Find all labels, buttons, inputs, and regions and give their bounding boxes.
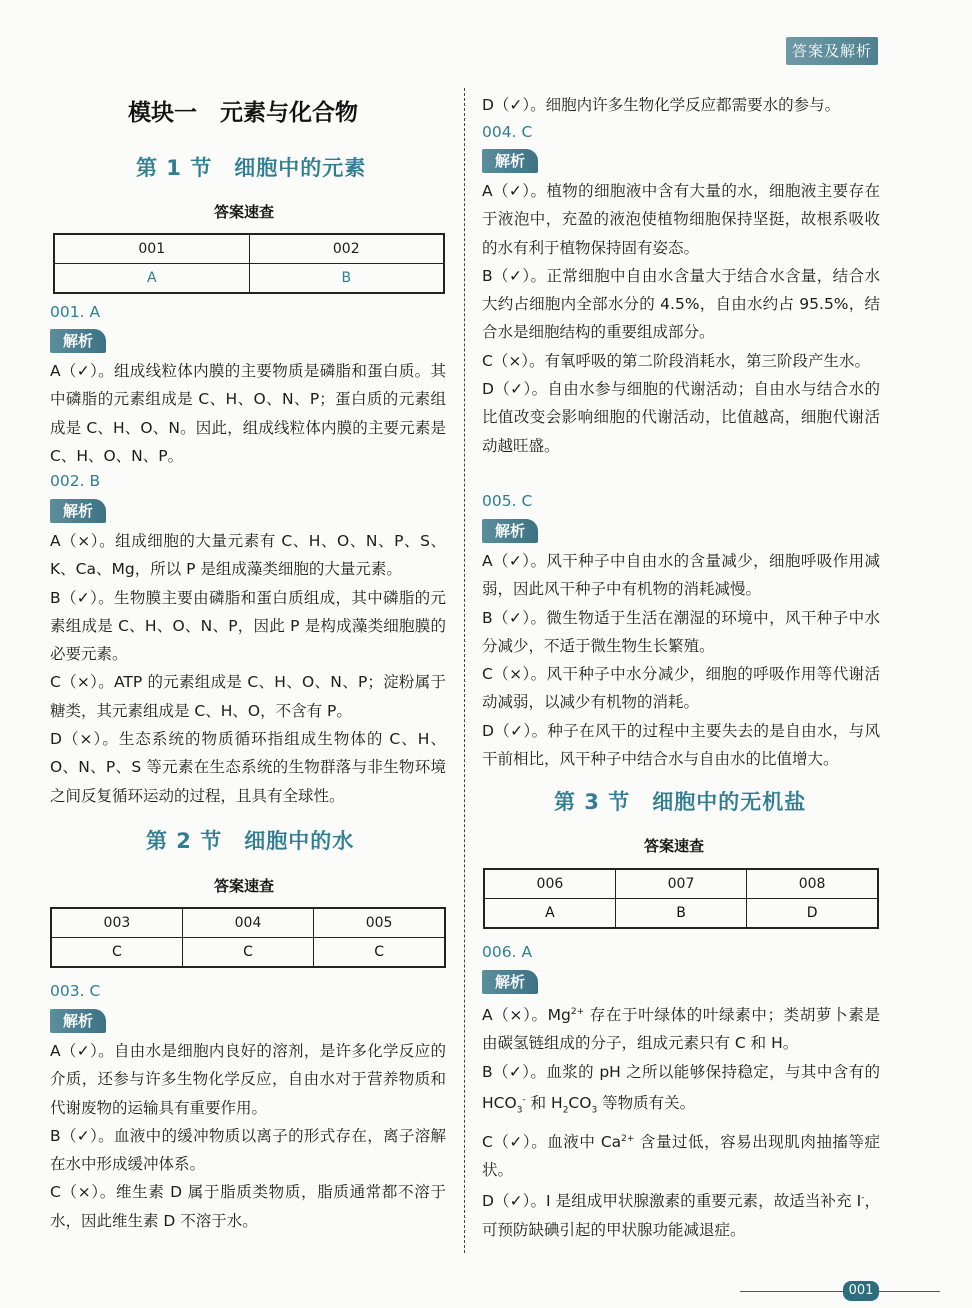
- table-value-cell: C: [314, 938, 445, 968]
- analysis-paragraph: [482, 1058, 880, 1125]
- module-title: 模块一 元素与化合物: [128, 99, 358, 126]
- table-value-row: [51, 938, 445, 968]
- analysis-paragraph: A（×）。组成细胞的大量元素有 C、H、O、N、P、S、K、Ca、Mg，所以 P 是组成藻类细胞的大量元素。: [50, 532, 446, 579]
- analysis-badge: 解析: [482, 970, 538, 994]
- analysis-paragraph: D（✓）。自由水参与细胞的代谢活动；自由水与结合水的比值改变会影响细胞的代谢活动，比值越高，细胞代谢活动越旺盛。: [482, 380, 880, 455]
- analysis-paragraph: C（×）。维生素 D 属于脂质类物质，脂质通常都不溶于水，因此维生素 D 不溶于水。: [50, 1183, 446, 1230]
- table-header-row: [51, 908, 445, 938]
- text-run: 存在于叶绿体的叶绿素中；类胡萝卜素是由碳氢链组成的分子，组成元素只有 C 和 H。: [482, 1006, 880, 1053]
- section-2-quick-check-label: 答案速查: [214, 877, 275, 895]
- table-header-cell: 007: [615, 869, 746, 899]
- table-header-cell: 006: [484, 869, 615, 899]
- section-3-title: 第 3 节 细胞中的无机盐: [554, 790, 807, 814]
- analysis-badge: 解析: [50, 1009, 106, 1033]
- analysis-paragraph: C（×）。ATP 的元素组成是 C、H、O、N、P；淀粉属于糖类，其元素组成是 C、H、O，不含有 P。: [50, 673, 446, 720]
- subscript: 3: [591, 1105, 598, 1116]
- section-2-answer-table: [50, 907, 446, 968]
- analysis-badge: 解析: [50, 499, 106, 523]
- analysis-paragraph: D（×）。生态系统的物质循环指组成生物体的 C、H、O、N、P、S 等元素在生态系统的生物群落与非生物环境之间反复循环运动的过程，且具有全球性。: [50, 730, 446, 805]
- text-run: CO: [568, 1094, 592, 1113]
- analysis-paragraph: B（✓）。微生物适于生活在潮湿的环境中，风干种子中水分减少，不适于微生物生长繁殖。: [482, 608, 880, 655]
- table-value-cell: D: [747, 899, 878, 929]
- analysis-paragraph: C（×）。有氧呼吸的第二阶段消耗水，第三阶段产生水。: [482, 351, 871, 370]
- table-value-cell: A: [54, 264, 249, 294]
- question-004-number: 004. C: [482, 123, 533, 141]
- section-1-title: 第 1 节 细胞中的元素: [136, 156, 367, 180]
- table-header-cell: 001: [54, 234, 249, 264]
- analysis-paragraph: B（✓）。生物膜主要由磷脂和蛋白质组成，其中磷脂的元素组成是 C、H、O、N、P，因此 P 是构成藻类细胞膜的必要元素。: [50, 588, 446, 664]
- table-value-cell: B: [615, 899, 746, 929]
- question-006-analysis: [482, 998, 880, 1244]
- text-run: A（×）。Mg: [482, 1006, 571, 1025]
- question-002-number: 002. B: [50, 472, 101, 490]
- analysis-paragraph: D（✓）。细胞内许多生物化学反应都需要水的参与。: [482, 96, 841, 114]
- table-header-cell: 005: [314, 908, 445, 938]
- footer-rule: [740, 1291, 940, 1292]
- analysis-paragraph: A（✓）。自由水是细胞内良好的溶剂，是许多化学反应的介质，还参与许多生物化学反应，自由水对于营养物质和代谢废物的运输具有重要作用。: [50, 1042, 446, 1117]
- question-004-analysis: [482, 177, 880, 460]
- question-003-analysis: [50, 1037, 446, 1235]
- table-header-row: [54, 234, 444, 264]
- analysis-paragraph: [482, 1184, 880, 1244]
- table-value-cell: A: [484, 899, 615, 929]
- text-run: C（✓）。血液中 Ca: [482, 1132, 622, 1151]
- text-run: ，可预防缺碘引起的甲状腺功能减退症。: [482, 1192, 880, 1239]
- header-section-tag: 答案及解析: [786, 37, 878, 65]
- superscript: 2+: [621, 1133, 635, 1144]
- superscript: -: [861, 1193, 865, 1204]
- table-value-cell: B: [249, 264, 444, 294]
- analysis-badge: 解析: [50, 329, 106, 353]
- section-1-answer-table: [53, 233, 445, 294]
- section-3-answer-table: [483, 868, 879, 929]
- text-run: B（✓）。血浆的 pH 之所以能够保持稳定，与其中含有的 HCO: [482, 1062, 880, 1113]
- question-001-analysis: [50, 357, 446, 470]
- superscript: 2+: [570, 1007, 585, 1017]
- text-run: D（✓）。I 是组成甲状腺激素的重要元素，故适当补充 I: [482, 1192, 862, 1211]
- subscript: 2: [562, 1105, 569, 1116]
- question-001-number: 001. A: [50, 303, 101, 321]
- table-value-row: [54, 264, 444, 294]
- question-005-analysis: [482, 547, 880, 773]
- analysis-paragraph: A（✓）。植物的细胞液中含有大量的水，细胞液主要存在于液泡中，充盈的液泡使植物细胞保持坚挺，故根系吸收的水有利于植物保持固有姿态。: [482, 182, 880, 257]
- analysis-paragraph: A（✓）。组成线粒体内膜的主要物质是磷脂和蛋白质。其中磷脂的元素组成是 C、H、O、N、P；蛋白质的元素组成是 C、H、O、N。因此，组成线粒体内膜的主要元素是 C、H、O、N、P。: [50, 362, 446, 465]
- table-header-cell: 002: [249, 234, 444, 264]
- analysis-paragraph: D（✓）。种子在风干的过程中主要失去的是自由水，与风干前相比，风干种子中结合水与自由水的比值增大。: [482, 721, 880, 769]
- column-divider: [464, 88, 465, 1253]
- analysis-paragraph: B（✓）。血液中的缓冲物质以离子的形式存在，离子溶解在水中形成缓冲体系。: [50, 1126, 446, 1174]
- text-run: 等物质有关。: [597, 1094, 696, 1113]
- section-2-title: 第 2 节 细胞中的水: [146, 829, 355, 853]
- table-header-row: [484, 869, 878, 899]
- table-value-row: [484, 899, 878, 929]
- analysis-paragraph: [482, 1125, 880, 1185]
- table-header-cell: 008: [747, 869, 878, 899]
- text-run: 含量过低，容易出现肌肉抽搐等症状。: [482, 1132, 880, 1180]
- table-header-cell: 003: [51, 908, 182, 938]
- question-005-number: 005. C: [482, 492, 533, 510]
- subscript: 3: [516, 1105, 523, 1116]
- table-header-cell: 004: [182, 908, 313, 938]
- question-006-number: 006. A: [482, 943, 533, 961]
- section-3-quick-check-label: 答案速查: [644, 837, 705, 855]
- analysis-badge: 解析: [482, 519, 538, 543]
- analysis-badge: 解析: [482, 149, 538, 173]
- analysis-paragraph: B（✓）。正常细胞中自由水含量大于结合水含量，结合水大约占细胞内全部水分的 4.5%，自由水约占 95.5%，结合水是细胞结构的重要组成部分。: [482, 266, 880, 342]
- section-1-quick-check-label: 答案速查: [214, 203, 275, 221]
- superscript: -: [522, 1095, 526, 1106]
- table-value-cell: C: [51, 938, 182, 968]
- question-003-analysis-continued: [482, 91, 880, 119]
- analysis-paragraph: A（✓）。风干种子中自由水的含量减少，细胞呼吸作用减弱，因此风干种子中有机物的消耗减慢。: [482, 552, 880, 599]
- question-003-number: 003. C: [50, 982, 101, 1000]
- text-run: 和 H: [525, 1094, 563, 1113]
- analysis-paragraph: C（×）。风干种子中水分减少，细胞的呼吸作用等代谢活动减弱，以减少有机物的消耗。: [482, 665, 880, 712]
- question-002-analysis: [50, 527, 446, 810]
- page-number: 001: [843, 1281, 879, 1301]
- analysis-paragraph: [482, 998, 880, 1058]
- table-value-cell: C: [182, 938, 313, 968]
